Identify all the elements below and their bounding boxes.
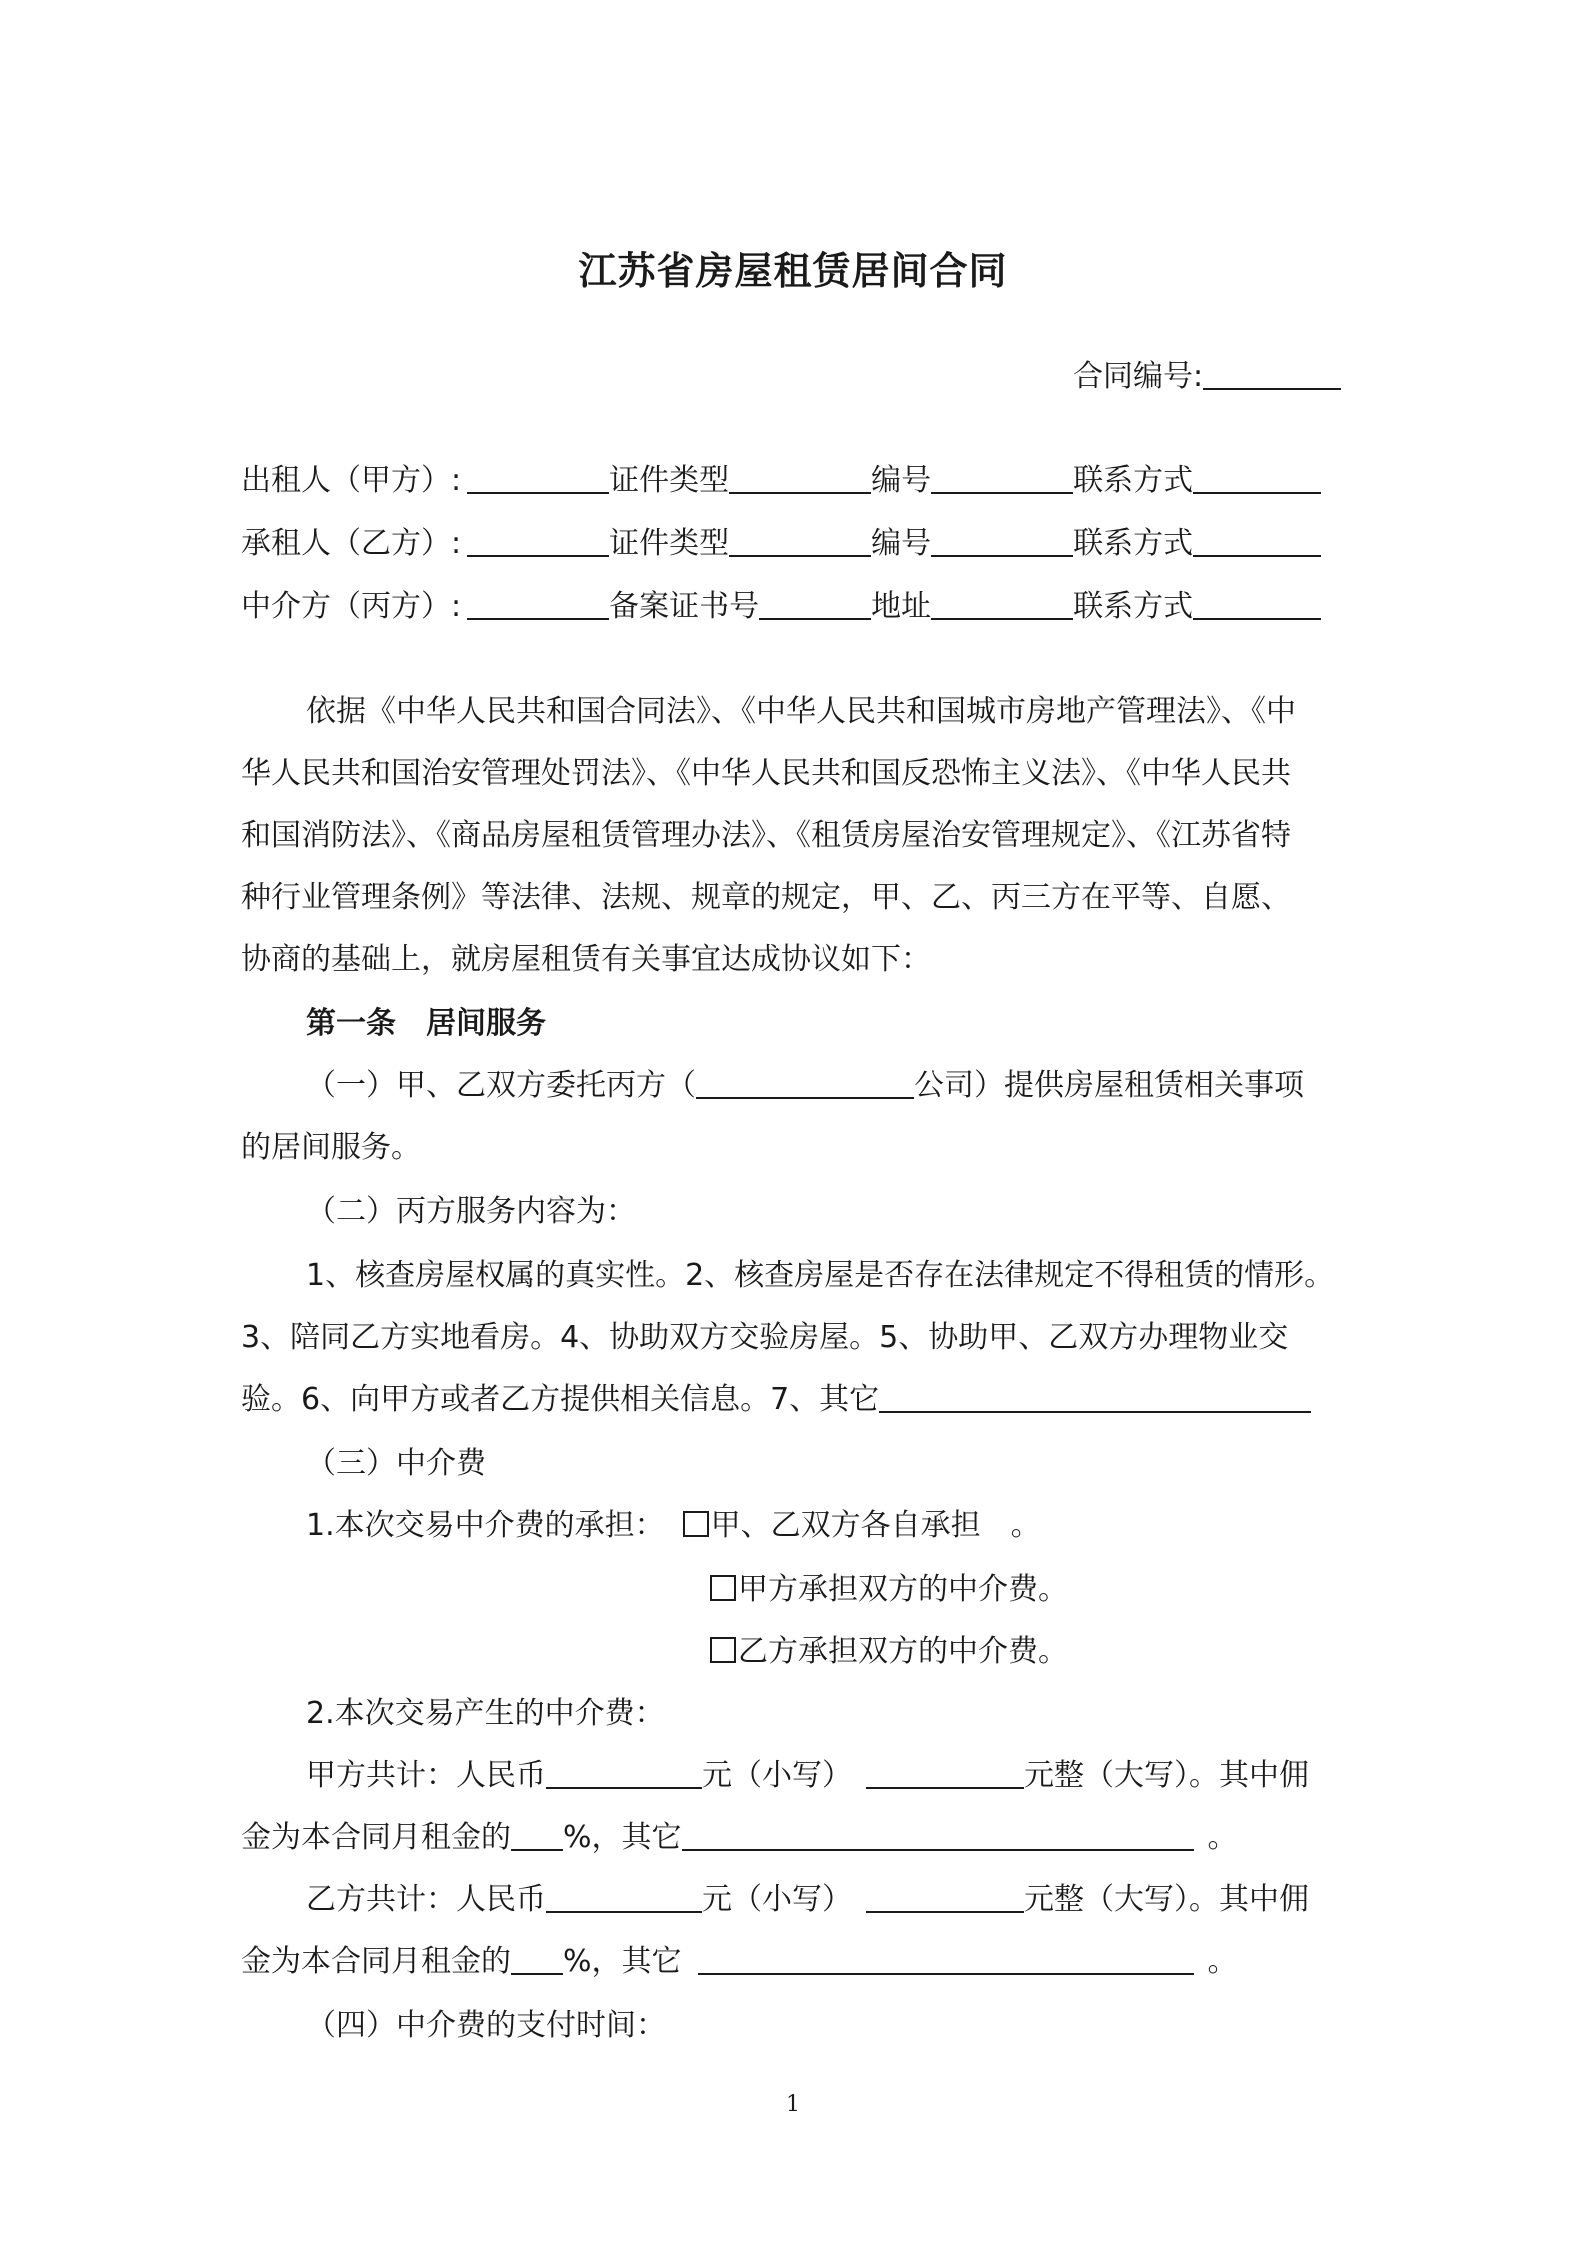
lessor-line xyxy=(241,461,1321,501)
party-a-other-blank[interactable] xyxy=(682,1819,1194,1851)
service-content-line-3 xyxy=(241,1380,1311,1420)
number-label: 编号 xyxy=(871,526,932,561)
service-clause-1-line2: 的居间服务。 xyxy=(241,1130,421,1165)
page-number: 1 xyxy=(786,2092,800,2117)
agent-address-blank[interactable] xyxy=(931,588,1073,620)
fee-bearer-line xyxy=(306,1506,1041,1546)
lessee-label: 承租人（乙方）: xyxy=(241,526,462,561)
lessor-label: 出租人（甲方）: xyxy=(241,463,462,498)
fee-option-2-label: 甲方承担双方的中介费。 xyxy=(738,1572,1068,1607)
agent-name-blank[interactable] xyxy=(467,588,609,620)
party-b-fee-small-blank[interactable] xyxy=(546,1881,702,1913)
service-content-line-3-text: 验。6、向甲方或者乙方提供相关信息。7、其它 xyxy=(241,1382,880,1417)
service-clause-1-part1: （一）甲、乙双方委托丙方（ xyxy=(306,1068,696,1103)
preamble-line-5: 协商的基础上，就房屋租赁有关事宜达成协议如下： xyxy=(241,942,931,977)
agent-contact-blank[interactable] xyxy=(1193,588,1321,620)
fee-option-2-line xyxy=(710,1570,1068,1610)
fee-option-2-checkbox[interactable] xyxy=(710,1575,736,1601)
commission-label: 金为本合同月租金的 xyxy=(241,1944,511,1979)
address-label: 地址 xyxy=(871,589,932,624)
lessee-id-type-blank[interactable] xyxy=(729,525,871,557)
lessor-name-blank[interactable] xyxy=(467,462,609,494)
article-1-heading: 第一条 居间服务 xyxy=(306,1006,546,1041)
contract-number-label: 合同编号: xyxy=(1073,359,1204,394)
contract-number-line xyxy=(1073,357,1341,397)
id-type-label: 证件类型 xyxy=(609,463,730,498)
payment-time-heading: （四）中介费的支付时间： xyxy=(306,2008,666,2043)
party-a-commission-line xyxy=(241,1818,1238,1858)
agent-company-blank[interactable] xyxy=(696,1067,914,1099)
service-content-heading: （二）丙方服务内容为： xyxy=(306,1194,636,1229)
fee-option-3-line xyxy=(710,1632,1068,1672)
service-clause-1-part2: 公司）提供房屋租赁相关事项 xyxy=(914,1068,1304,1103)
lessee-name-blank[interactable] xyxy=(467,525,609,557)
agent-record-blank[interactable] xyxy=(759,588,871,620)
contact-label: 联系方式 xyxy=(1073,526,1194,561)
agent-label: 中介方（丙方）: xyxy=(241,589,462,624)
fee-heading: （三）中介费 xyxy=(306,1446,486,1481)
record-cert-label: 备案证书号 xyxy=(609,589,760,624)
yuan-big-label: 元整（大写）。其中佣 xyxy=(1024,1758,1309,1793)
period: 。 xyxy=(1207,1820,1238,1855)
fee-bearer-label: 1.本次交易中介费的承担： xyxy=(306,1508,665,1543)
fee-option-3-checkbox[interactable] xyxy=(710,1637,736,1663)
preamble-line-3: 和国消防法》、《商品房屋租赁管理办法》、《租赁房屋治安管理规定》、《江苏省特 xyxy=(241,818,1291,853)
party-a-fee-small-blank[interactable] xyxy=(546,1757,702,1789)
party-b-percent-blank[interactable] xyxy=(511,1943,563,1975)
agent-line xyxy=(241,587,1321,627)
percent-other-label: %，其它 xyxy=(563,1944,682,1979)
service-clause-1 xyxy=(306,1066,1304,1106)
contact-label: 联系方式 xyxy=(1073,589,1194,624)
preamble-line-1: 依据《中华人民共和国合同法》、《中华人民共和国城市房地产管理法》、《中 xyxy=(306,694,1296,729)
percent-other-label: %，其它 xyxy=(563,1820,682,1855)
contact-label: 联系方式 xyxy=(1073,463,1194,498)
service-content-line-1: 1、核查房屋权属的真实性。2、核查房屋是否存在法律规定不得租赁的情形。 xyxy=(306,1258,1335,1293)
party-b-other-blank[interactable] xyxy=(698,1943,1194,1975)
preamble-line-2: 华人民共和国治安管理处罚法》、《中华人民共和国反恐怖主义法》、《中华人民共 xyxy=(241,756,1291,791)
yuan-small-label: 元（小写） xyxy=(702,1758,852,1793)
yuan-small-label: 元（小写） xyxy=(702,1882,852,1917)
other-service-blank[interactable] xyxy=(879,1381,1311,1413)
fee-option-3-label: 乙方承担双方的中介费。 xyxy=(738,1634,1068,1669)
party-a-fee-line xyxy=(306,1756,1309,1796)
period: 。 xyxy=(1207,1944,1238,1979)
contract-number-blank[interactable] xyxy=(1203,358,1341,390)
preamble-line-4: 种行业管理条例》等法律、法规、规章的规定，甲、乙、丙三方在平等、自愿、 xyxy=(241,880,1291,915)
lessee-number-blank[interactable] xyxy=(931,525,1073,557)
party-a-fee-big-blank[interactable] xyxy=(866,1757,1024,1789)
id-type-label: 证件类型 xyxy=(609,526,730,561)
fee-amount-heading: 2.本次交易产生的中介费： xyxy=(306,1696,665,1731)
party-a-percent-blank[interactable] xyxy=(511,1819,563,1851)
lessor-id-type-blank[interactable] xyxy=(729,462,871,494)
lessee-line xyxy=(241,524,1321,564)
lessee-contact-blank[interactable] xyxy=(1193,525,1321,557)
lessor-number-blank[interactable] xyxy=(931,462,1073,494)
yuan-big-label: 元整（大写）。其中佣 xyxy=(1024,1882,1309,1917)
document-title: 江苏省房屋租赁居间合同 xyxy=(578,249,1008,293)
party-b-commission-line xyxy=(241,1942,1238,1982)
party-b-fee-big-blank[interactable] xyxy=(866,1881,1024,1913)
lessor-contact-blank[interactable] xyxy=(1193,462,1321,494)
fee-option-1-label: 甲、乙双方各自承担 。 xyxy=(710,1508,1041,1543)
fee-option-1-checkbox[interactable] xyxy=(683,1511,709,1537)
commission-label: 金为本合同月租金的 xyxy=(241,1820,511,1855)
service-content-line-2: 3、陪同乙方实地看房。4、协助双方交验房屋。5、协助甲、乙双方办理物业交 xyxy=(241,1320,1289,1355)
number-label: 编号 xyxy=(871,463,932,498)
party-a-total-label: 甲方共计：人民币 xyxy=(306,1758,546,1793)
party-b-total-label: 乙方共计：人民币 xyxy=(306,1882,546,1917)
party-b-fee-line xyxy=(306,1880,1309,1920)
